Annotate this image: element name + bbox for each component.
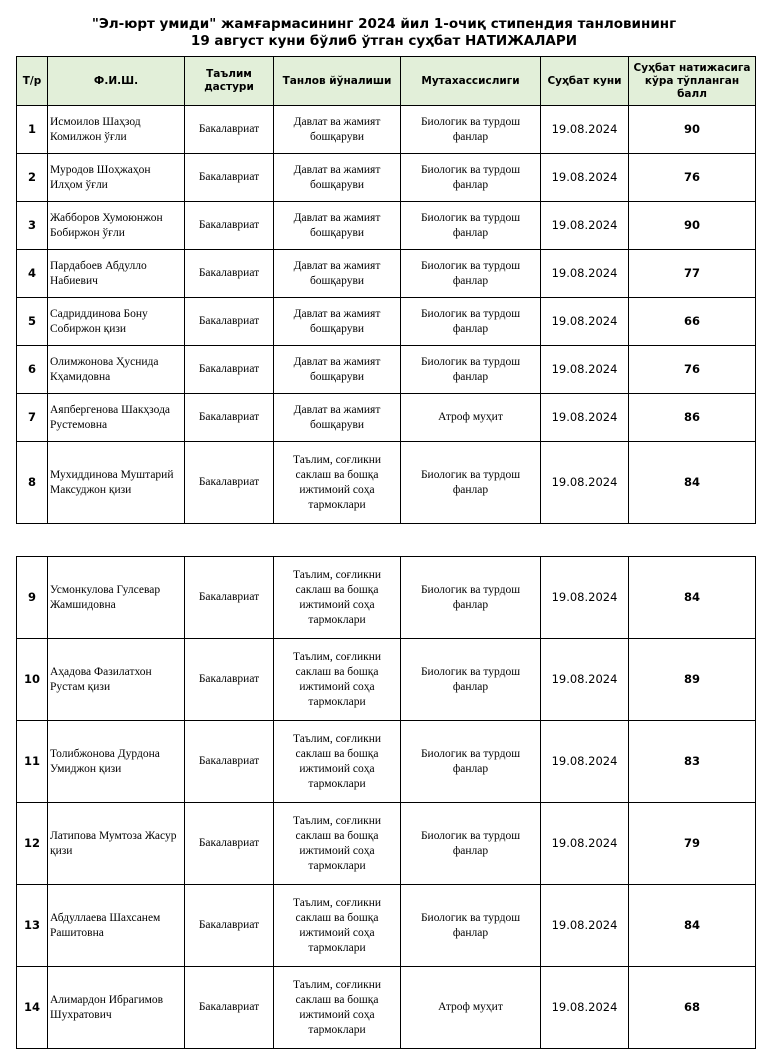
student-name-cell: Исмоилов Шаҳзод Комилжон ўғли	[48, 106, 185, 154]
interview-score-cell: 84	[629, 557, 756, 639]
interview-date-cell: 19.08.2024	[541, 803, 629, 885]
row-number-cell: 4	[17, 250, 48, 298]
table-row	[17, 967, 756, 1049]
education-program-cell: Бакалавриат	[185, 106, 274, 154]
student-name-cell: Мухиддинова Муштарий Максуджон қизи	[48, 442, 185, 524]
table-header-row	[17, 57, 756, 106]
student-name-cell: Садриддинова Бону Собиржон қизи	[48, 298, 185, 346]
specialty-cell: Биологик ва турдош фанлар	[401, 721, 541, 803]
education-program-cell: Бакалавриат	[185, 967, 274, 1049]
header-num: Т/р	[17, 57, 48, 106]
specialty-cell: Атроф муҳит	[401, 394, 541, 442]
results-table-continued-body	[17, 557, 756, 1049]
competition-direction-cell: Давлат ва жамият бошқаруви	[274, 250, 401, 298]
table-row	[17, 202, 756, 250]
competition-direction-cell: Таълим, соғликни саклаш ва бошқа ижтимоий соҳа тармоклари	[274, 442, 401, 524]
table-row	[17, 394, 756, 442]
row-number-cell: 10	[17, 639, 48, 721]
row-number-cell: 13	[17, 885, 48, 967]
student-name-cell: Муродов Шоҳжаҳон Илҳом ўғли	[48, 154, 185, 202]
row-number-cell: 14	[17, 967, 48, 1049]
specialty-cell: Биологик ва турдош фанлар	[401, 106, 541, 154]
student-name-cell: Пардабоев Абдулло Набиевич	[48, 250, 185, 298]
specialty-cell: Биологик ва турдош фанлар	[401, 442, 541, 524]
row-number-cell: 2	[17, 154, 48, 202]
row-number-cell: 9	[17, 557, 48, 639]
header-name: Ф.И.Ш.	[48, 57, 185, 106]
title-line-1: "Эл-юрт умиди" жамғармасининг 2024 йил 1-очиқ стипендия танловининг	[91, 16, 677, 32]
interview-score-cell: 79	[629, 803, 756, 885]
results-table-body	[17, 106, 756, 524]
table-row	[17, 442, 756, 524]
interview-date-cell: 19.08.2024	[541, 721, 629, 803]
interview-date-cell: 19.08.2024	[541, 885, 629, 967]
interview-date-cell: 19.08.2024	[541, 106, 629, 154]
education-program-cell: Бакалавриат	[185, 250, 274, 298]
row-number-cell: 3	[17, 202, 48, 250]
table-row	[17, 346, 756, 394]
specialty-cell: Биологик ва турдош фанлар	[401, 154, 541, 202]
education-program-cell: Бакалавриат	[185, 639, 274, 721]
header-score: Суҳбат натижасига кўра тўпланган балл	[629, 57, 756, 106]
row-number-cell: 12	[17, 803, 48, 885]
education-program-cell: Бакалавриат	[185, 442, 274, 524]
specialty-cell: Биологик ва турдош фанлар	[401, 557, 541, 639]
table-row	[17, 721, 756, 803]
interview-score-cell: 66	[629, 298, 756, 346]
header-date: Суҳбат куни	[541, 57, 629, 106]
student-name-cell: Олимжонова Ҳуснида Кҳамидовна	[48, 346, 185, 394]
row-number-cell: 5	[17, 298, 48, 346]
student-name-cell: Латипова Мумтоза Жасур қизи	[48, 803, 185, 885]
competition-direction-cell: Таълим, соғликни саклаш ва бошқа ижтимоий соҳа тармоклари	[274, 967, 401, 1049]
competition-direction-cell: Давлат ва жамият бошқаруви	[274, 346, 401, 394]
specialty-cell: Биологик ва турдош фанлар	[401, 803, 541, 885]
student-name-cell: Аҳадова Фазилатхон Рустам қизи	[48, 639, 185, 721]
interview-date-cell: 19.08.2024	[541, 298, 629, 346]
student-name-cell: Усмонкулова Гулсевар Жамшидовна	[48, 557, 185, 639]
student-name-cell: Жабборов Хумоюнжон Бобиржон ўғли	[48, 202, 185, 250]
table-row	[17, 557, 756, 639]
competition-direction-cell: Таълим, соғликни саклаш ва бошқа ижтимоий соҳа тармоклари	[274, 639, 401, 721]
specialty-cell: Биологик ва турдош фанлар	[401, 202, 541, 250]
table-row	[17, 885, 756, 967]
interview-date-cell: 19.08.2024	[541, 154, 629, 202]
competition-direction-cell: Таълим, соғликни саклаш ва бошқа ижтимоий соҳа тармоклари	[274, 557, 401, 639]
education-program-cell: Бакалавриат	[185, 394, 274, 442]
education-program-cell: Бакалавриат	[185, 298, 274, 346]
row-number-cell: 6	[17, 346, 48, 394]
competition-direction-cell: Таълим, соғликни саклаш ва бошқа ижтимоий соҳа тармоклари	[274, 885, 401, 967]
table-row	[17, 639, 756, 721]
competition-direction-cell: Давлат ва жамият бошқаруви	[274, 106, 401, 154]
interview-score-cell: 77	[629, 250, 756, 298]
interview-score-cell: 68	[629, 967, 756, 1049]
education-program-cell: Бакалавриат	[185, 202, 274, 250]
interview-score-cell: 90	[629, 202, 756, 250]
table-row	[17, 298, 756, 346]
education-program-cell: Бакалавриат	[185, 557, 274, 639]
specialty-cell: Биологик ва турдош фанлар	[401, 639, 541, 721]
results-table-continued	[16, 556, 756, 1049]
interview-date-cell: 19.08.2024	[541, 250, 629, 298]
header-program: Таълим дастури	[185, 57, 274, 106]
specialty-cell: Биологик ва турдош фанлар	[401, 298, 541, 346]
student-name-cell: Абдуллаева Шахсанем Рашитовна	[48, 885, 185, 967]
row-number-cell: 8	[17, 442, 48, 524]
header-specialty: Мутахассислиги	[401, 57, 541, 106]
interview-score-cell: 89	[629, 639, 756, 721]
competition-direction-cell: Таълим, соғликни саклаш ва бошқа ижтимоий соҳа тармоклари	[274, 803, 401, 885]
specialty-cell: Биологик ва турдош фанлар	[401, 346, 541, 394]
row-number-cell: 11	[17, 721, 48, 803]
document-title	[0, 16, 768, 50]
specialty-cell: Биологик ва турдош фанлар	[401, 250, 541, 298]
specialty-cell: Биологик ва турдош фанлар	[401, 885, 541, 967]
education-program-cell: Бакалавриат	[185, 721, 274, 803]
interview-score-cell: 76	[629, 154, 756, 202]
competition-direction-cell: Таълим, соғликни саклаш ва бошқа ижтимоий соҳа тармоклари	[274, 721, 401, 803]
title-line-2: 19 август куни бўлиб ўтган суҳбат НАТИЖАЛАРИ	[190, 33, 578, 49]
student-name-cell: Аяпбергенова Шакҳзода Рустемовна	[48, 394, 185, 442]
interview-score-cell: 86	[629, 394, 756, 442]
student-name-cell: Алимардон Ибрагимов Шухратович	[48, 967, 185, 1049]
interview-date-cell: 19.08.2024	[541, 557, 629, 639]
interview-score-cell: 90	[629, 106, 756, 154]
education-program-cell: Бакалавриат	[185, 154, 274, 202]
interview-score-cell: 83	[629, 721, 756, 803]
education-program-cell: Бакалавриат	[185, 346, 274, 394]
specialty-cell: Атроф муҳит	[401, 967, 541, 1049]
competition-direction-cell: Давлат ва жамият бошқаруви	[274, 202, 401, 250]
interview-date-cell: 19.08.2024	[541, 346, 629, 394]
results-table	[16, 56, 756, 524]
interview-date-cell: 19.08.2024	[541, 394, 629, 442]
competition-direction-cell: Давлат ва жамият бошқаруви	[274, 154, 401, 202]
interview-date-cell: 19.08.2024	[541, 202, 629, 250]
table-row	[17, 803, 756, 885]
header-direction: Танлов йўналиши	[274, 57, 401, 106]
row-number-cell: 1	[17, 106, 48, 154]
table-row	[17, 154, 756, 202]
education-program-cell: Бакалавриат	[185, 885, 274, 967]
interview-score-cell: 76	[629, 346, 756, 394]
competition-direction-cell: Давлат ва жамият бошқаруви	[274, 394, 401, 442]
table-row	[17, 106, 756, 154]
interview-date-cell: 19.08.2024	[541, 442, 629, 524]
row-number-cell: 7	[17, 394, 48, 442]
table-row	[17, 250, 756, 298]
interview-date-cell: 19.08.2024	[541, 639, 629, 721]
competition-direction-cell: Давлат ва жамият бошқаруви	[274, 298, 401, 346]
interview-score-cell: 84	[629, 885, 756, 967]
interview-date-cell: 19.08.2024	[541, 967, 629, 1049]
education-program-cell: Бакалавриат	[185, 803, 274, 885]
interview-score-cell: 84	[629, 442, 756, 524]
student-name-cell: Толибжонова Дурдона Умиджон қизи	[48, 721, 185, 803]
